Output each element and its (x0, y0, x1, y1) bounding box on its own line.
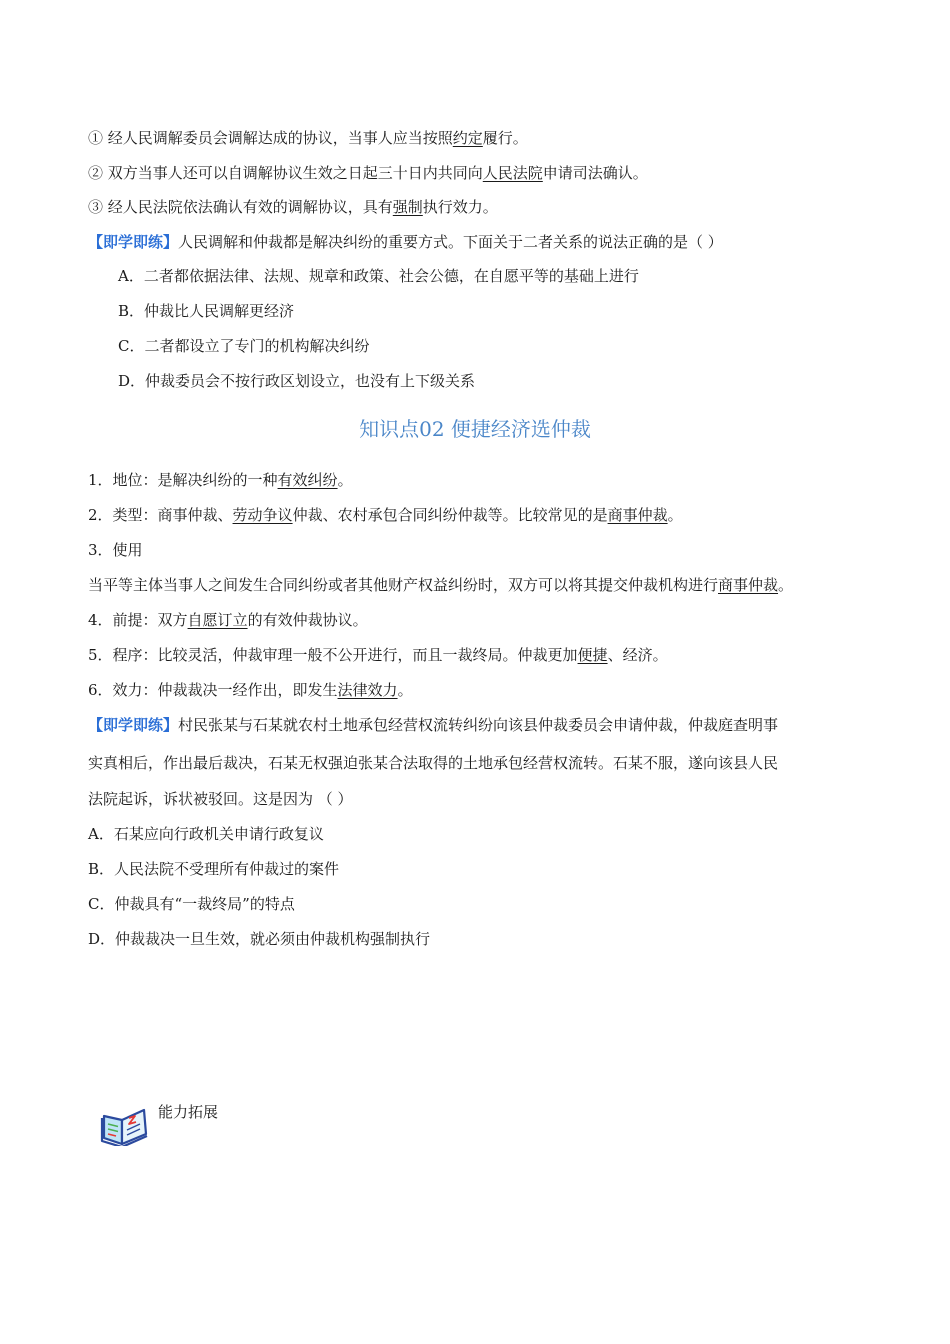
ability-label: 能力拓展 (158, 1103, 219, 1121)
quiz2-question-line2: 实真相后，作出最后裁决，石某无权强迫张某合法取得的土地承包经营权流转。石某不服，遂向该县人民 (88, 754, 779, 772)
quiz1-option-b: B．仲裁比人民调解更经济 (118, 302, 295, 320)
quiz1-tag: 【即学即练】 (88, 233, 179, 251)
section1-item3: ③ 经人民法院依法确认有效的调解协议，具有强制执行效力。 (88, 198, 498, 216)
quiz2-tag: 【即学即练】 (88, 716, 179, 734)
section1-item2: ② 双方当事人还可以自调解协议生效之日起三十日内共同向人民法院申请司法确认。 (88, 164, 648, 182)
quiz2-question-line3: 法院起诉，诉状被驳回。这是因为 （ ） (88, 790, 353, 808)
point-6: 6．效力：仲裁裁决一经作出，即发生法律效力。 (88, 681, 413, 699)
point-2: 2．类型：商事仲裁、劳动争议仲裁、农村承包合同纠纷仲裁等。比较常见的是商事仲裁。 (88, 506, 683, 524)
point-1: 1．地位：是解决纠纷的一种有效纠纷。 (88, 471, 353, 489)
point-5: 5．程序：比较灵活，仲裁审理一般不公开进行，而且一裁终局。仲裁更加便捷、经济。 (88, 646, 668, 664)
quiz1-option-c: C．二者都设立了专门的机构解决纠纷 (118, 337, 370, 355)
quiz1-option-d: D．仲裁委员会不按行政区划设立，也没有上下级关系 (118, 372, 476, 390)
quiz2-option-d: D．仲裁裁决一旦生效，就必须由仲裁机构强制执行 (88, 930, 431, 948)
book-icon (100, 1104, 148, 1146)
point-3: 3．使用 (88, 541, 143, 559)
quiz2-option-c: C．仲裁具有“一裁终局”的特点 (88, 895, 295, 913)
quiz1-question: 【即学即练】人民调解和仲裁都是解决纠纷的重要方式。下面关于二者关系的说法正确的是（ ） (88, 233, 723, 251)
quiz2-option-a: A．石某应向行政机关申请行政复议 (88, 825, 324, 843)
section-heading: 知识点02 便捷经济选仲裁 (359, 417, 591, 441)
quiz2-option-b: B．人民法院不受理所有仲裁过的案件 (88, 860, 340, 878)
point-4: 4．前提：双方自愿订立的有效仲裁协议。 (88, 611, 368, 629)
quiz1-option-a: A．二者都依据法律、法规、规章和政策、社会公德，在自愿平等的基础上进行 (118, 267, 639, 285)
section1-item1: ① 经人民调解委员会调解达成的协议，当事人应当按照约定履行。 (88, 129, 528, 147)
quiz2-question-line1: 【即学即练】村民张某与石某就农村土地承包经营权流转纠纷向该县仲裁委员会申请仲裁，仲裁庭查明事 (88, 716, 779, 734)
point-3-detail: 当平等主体当事人之间发生合同纠纷或者其他财产权益纠纷时，双方可以将其提交仲裁机构进行商事仲裁。 (88, 576, 794, 594)
